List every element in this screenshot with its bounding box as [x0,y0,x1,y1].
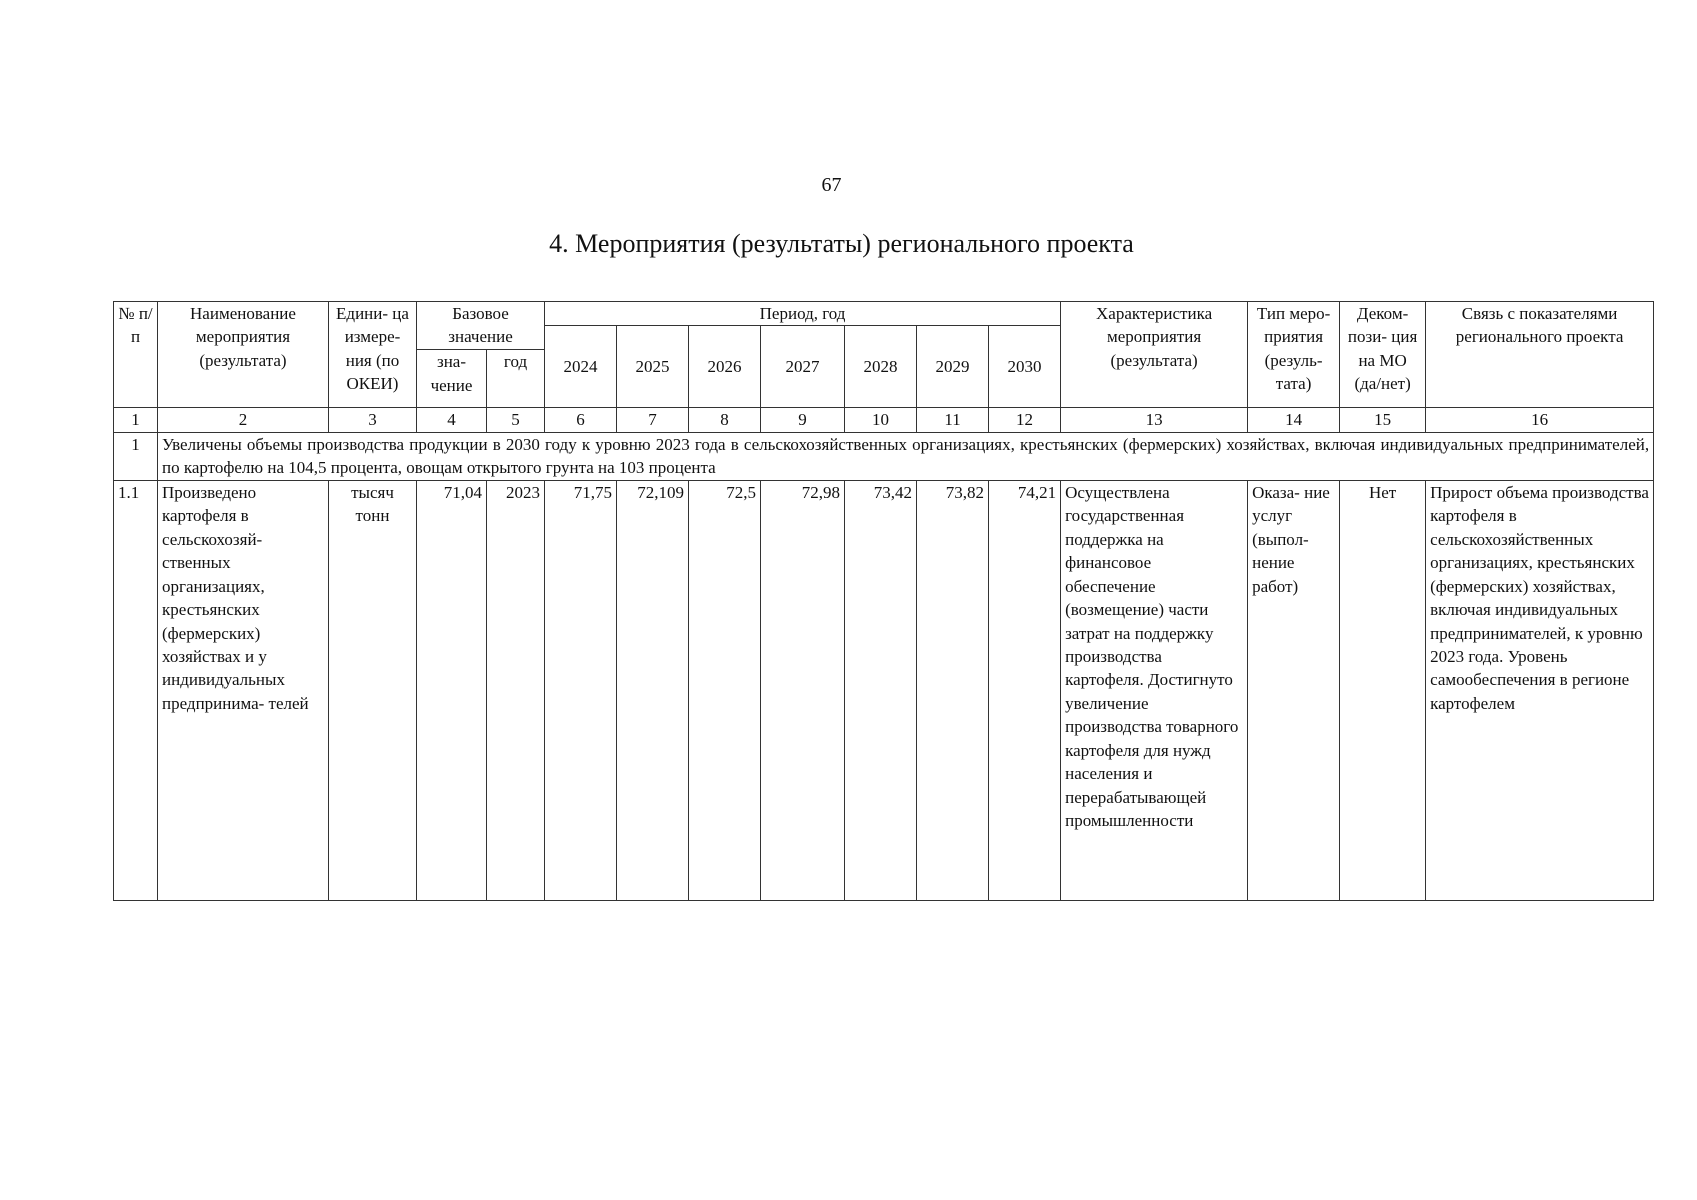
column-number: 13 [1061,408,1248,432]
row-characteristic: Осуществлена государственная поддержка на финансовое обеспечение (возмещение) части затрат на поддержку производства картофеля. Достигнуто увеличение производства товарного картофеля для нужд населения и перерабатывающей промышленности [1061,480,1248,900]
row-type: Оказа- ние услуг (выпол- нение работ) [1248,480,1340,900]
row-link: Прирост объема производства картофеля в сельскохозяйственных организациях, крестьянских (фермерских) хозяйствах, включая индивидуальных предпринимателей, к уровню 2023 года. Уровень самообеспечения в регионе картофелем [1426,480,1654,900]
column-number: 3 [329,408,417,432]
row-value: 72,109 [617,480,689,900]
header-decomposition: Деком- пози- ция на МО (да/нет) [1340,302,1426,408]
row-unit: тысяч тонн [329,480,417,900]
column-number: 8 [689,408,761,432]
column-number: 10 [845,408,917,432]
column-number: 4 [417,408,487,432]
header-year: 2028 [845,326,917,408]
header-name: Наименование мероприятия (результата) [158,302,329,408]
column-number: 7 [617,408,689,432]
section-text: Увеличены объемы производства продукции в 2030 году к уровню 2023 года в сельскохозяйственных организациях, крестьянских (фермерских) хозяйствах, включая индивидуальных предпринимателей, по картофелю на 104,5 процента, овощам открытого грунта на 103 процента [158,432,1654,480]
column-number: 6 [545,408,617,432]
header-year: 2025 [617,326,689,408]
column-number: 16 [1426,408,1654,432]
row-decomposition: Нет [1340,480,1426,900]
column-number: 5 [487,408,545,432]
header-year: 2029 [917,326,989,408]
section-row [114,432,1654,480]
row-value: 73,42 [845,480,917,900]
header-link: Связь с показателями регионального проекта [1426,302,1654,408]
page-title: 4. Мероприятия (результаты) регионального проекта [549,229,1134,258]
column-number: 14 [1248,408,1340,432]
column-number: 9 [761,408,845,432]
page-number: 67 [821,174,842,196]
section-number: 1 [114,432,158,480]
results-table [113,301,1654,901]
header-type: Тип меро- приятия (резуль- тата) [1248,302,1340,408]
column-number: 1 [114,408,158,432]
header-year: 2026 [689,326,761,408]
column-number: 15 [1340,408,1426,432]
header-year: 2027 [761,326,845,408]
row-value: 72,5 [689,480,761,900]
column-number: 12 [989,408,1061,432]
header-characteristic: Характеристика мероприятия (результата) [1061,302,1248,408]
header-base: Базовое значение [417,302,545,350]
row-value: 72,98 [761,480,845,900]
row-base-value: 71,04 [417,480,487,900]
row-value: 71,75 [545,480,617,900]
header-year: 2030 [989,326,1061,408]
header-year: 2024 [545,326,617,408]
header-period: Период, год [545,302,1061,326]
header-base-value: зна- чение [417,350,487,408]
table-row [114,480,1654,900]
row-value: 73,82 [917,480,989,900]
header-num: № п/п [114,302,158,408]
row-number: 1.1 [114,480,158,900]
row-name: Произведено картофеля в сельскохозяй- ственных организациях, крестьянских (фермерских) хозяйствах и у индивидуальных предпринима- телей [158,480,329,900]
row-value: 74,21 [989,480,1061,900]
row-base-year: 2023 [487,480,545,900]
column-number: 2 [158,408,329,432]
header-unit: Едини- ца измере- ния (по ОКЕИ) [329,302,417,408]
header-base-year: год [487,350,545,408]
column-number: 11 [917,408,989,432]
column-number-row [114,408,1654,432]
